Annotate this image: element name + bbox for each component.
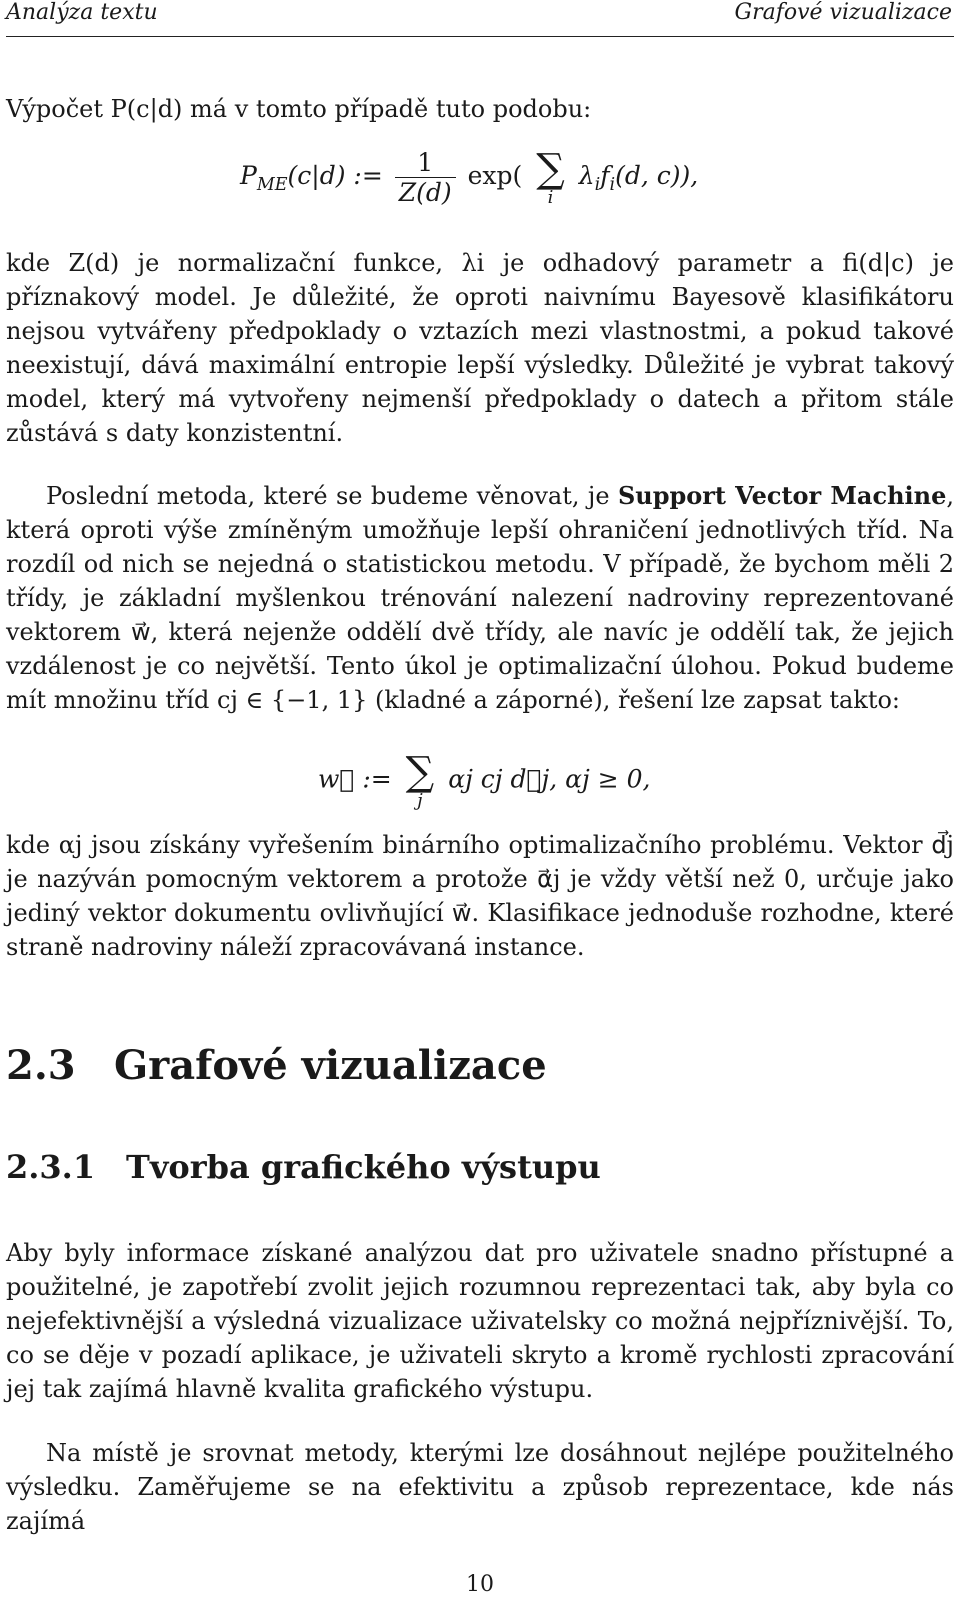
fraction: $\frac{1}{Z(d)}$ (395, 148, 456, 207)
summation-symbol: ∑ j (405, 749, 435, 811)
equation-max-entropy: $P_{ME}(c|d)$ := $\frac{1}{Z(d)}$ exp( ∑ i $\lambda_if_i(d$, c)), (240, 145, 699, 208)
intro-paragraph: Výpočet P(c|d) má v tomto případě tuto podobu: (6, 95, 592, 123)
paragraph-svm-explanation: kde αj jsou získány vyřešením binárního optimalizačního problému. Vektor d⃗j je nazýván pomocným vektorem a protože α⃗j je vždy větší než 0, určuje jako jediný vektor dokumentu ovlivňující w⃗. Klasifikace jednoduše rozhodne, které straně nadroviny náleží zpracovávaná instance. (6, 831, 954, 961)
running-header-left: Analýza textu (6, 0, 158, 25)
section-heading: 2.3 Grafové vizualizace (6, 1042, 547, 1089)
equation-svm-weight: w⃗ := ∑ j αj cj d⃗j, αj ≥ 0, (318, 749, 651, 811)
running-header-right: Grafové vizualizace (734, 0, 952, 25)
summation-symbol: ∑ i (536, 145, 565, 208)
header-rule (6, 36, 954, 37)
subsection-heading: 2.3.1 Tvorba grafického výstupu (6, 1148, 601, 1186)
paragraph-methods: Na místě je srovnat metody, kterými lze dosáhnout nejlépe použitelného výsledku. Zaměřujeme se na efektivitu a způsob reprezentace, kde nás zajímá (6, 1439, 954, 1535)
paragraph-svm: Poslední metoda, které se budeme věnovat, je Support Vector Machine, která oproti výše zmíněným umožňuje lepší ohraničení jednotlivých tříd. Na rozdíl od nich se nejedná o statistickou metodu. V případě, že bychom měli 2 třídy, je základní myšlenkou trénování nalezení nadroviny reprezentované vektorem w⃗, která nejenže oddělí dvě třídy, ale navíc je oddělí tak, že jejich vzdálenost je co největší. Tento úkol je optimalizační úlohou. Pokud budeme mít množinu tříd cj ∈ {−1, 1} (kladné a záporné), řešení lze zapsat takto: (6, 481, 954, 714)
paragraph-visual-output: Aby byly informace získané analýzou dat pro uživatele snadno přístupné a použitelné, je zapotřebí zvolit jejich rozumnou reprezentaci tak, aby byla co nejefektivnější a výsledná vizualizace uživatelsky co možná nejpříznivější. To, co se děje v pozadí aplikace, je uživateli skryto a kromě rychlosti zpracování jej tak zajímá hlavně kvalita grafického výstupu. (6, 1239, 954, 1403)
page-number: 10 (466, 1572, 494, 1597)
term-svm: Support Vector Machine (617, 481, 947, 510)
paragraph-max-entropy: kde Z(d) je normalizační funkce, λi je odhadový parametr a fi(d|c) je příznakový model. Je důležité, že oproti naivnímu Bayesově klasifikátoru nejsou vytvářeny předpoklady o vztazích mezi vlastnostmi, a pokud takové neexistují, dává maximální entropie lepší výsledky. Důležité je vybrat takový model, který má vytvořeny nejmenší předpoklady o datech a přitom stále zůstává s daty konzistentní. (6, 249, 954, 447)
